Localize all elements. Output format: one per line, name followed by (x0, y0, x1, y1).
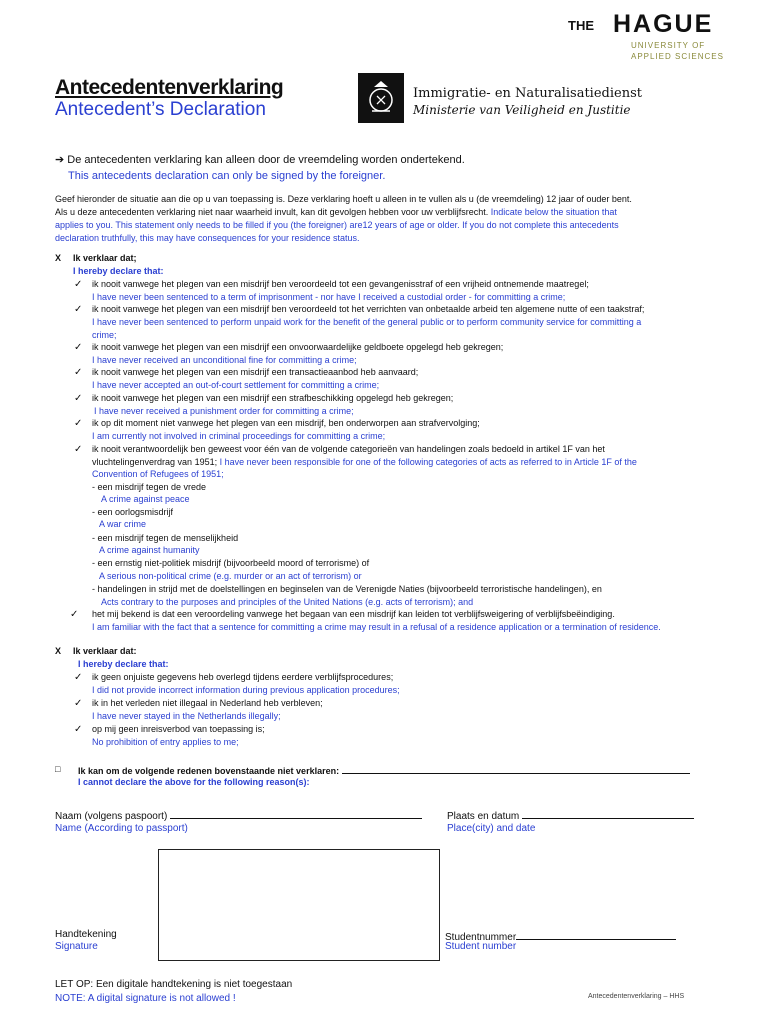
intro-line-1: Geef hieronder de situatie aan die op u van toepassing is. Deze verklaring hoeft u alleen in te vullen als u (de vreemdeling) 12 jaar of ouder bent. (55, 194, 632, 204)
section3-nl: Ik kan om de volgende redenen bovenstaande niet verklaren: (78, 763, 690, 778)
check-icon: ✓ (74, 342, 83, 353)
hague-logo-sub2: APPLIED SCIENCES (631, 52, 724, 61)
check-icon: ✓ (74, 724, 83, 735)
student-label-en: Student number (445, 941, 517, 952)
section2-head-nl: Ik verklaar dat: (73, 646, 137, 656)
section2-mark[interactable]: X (55, 646, 62, 656)
check-icon: ✓ (74, 367, 83, 378)
s1-sub5-nl: - handelingen in strijd met de doelstellingen en beginselen van de Verenigde Naties (bijvoorbeeld terroristische handelingen), en (92, 584, 602, 594)
section3-checkbox[interactable]: □ (55, 764, 61, 774)
intro-line-2: Als u deze antecedenten verklaring niet naar waarheid invult, kan dit gevolgen hebben voor uw verblijfsrecht. Indicate below the situation that (55, 207, 617, 217)
arrow-right-icon: ➔ (55, 154, 65, 166)
ministry-line1: Immigratie- en Naturalisatiedienst (413, 86, 642, 101)
s2-item1-nl: ik geen onjuiste gegevens heb overlegd tijdens eerdere verblijfsprocedures; (92, 672, 394, 682)
s2-item2-en: I have never stayed in the Netherlands illegally; (92, 711, 281, 721)
s2-item1-en: I did not provide incorrect information during previous application procedures; (92, 685, 400, 695)
s1-item4-en: I have never accepted an out-of-court settlement for committing a crime; (92, 380, 380, 390)
ministry-emblem (358, 73, 404, 123)
s1-item4-nl: ik nooit vanwege het plegen van een misdrijf een transactieaanbod heb aanvaard; (92, 367, 419, 377)
intro-line-4: declaration truthfully, this may have consequences for your residence status. (55, 233, 360, 243)
ministry-name (413, 86, 642, 118)
ministry-line2: Ministerie van Veiligheid en Justitie (413, 103, 631, 117)
s1-item2-en1: I have never been sentenced to perform unpaid work for the benefit of the general public or to perform community service for committing a (92, 317, 642, 327)
s1-item2-nl: ik nooit vanwege het plegen van een misdrijf ben veroordeeld tot het verrichten van onbetaalde arbeid ten algemene nutte of een taakstraf; (92, 304, 645, 314)
s1-item1-en: I have never been sentenced to a term of imprisonment - nor have I received a custodial order - for committing a crime; (92, 292, 566, 302)
s1-sub1-nl: - een misdrijf tegen de vrede (92, 482, 207, 492)
s1-item7-nl2: vluchtelingenverdrag van 1951; I have never been responsible for one of the following categories of acts as referred to in Article 1F of the (92, 457, 637, 467)
crest-icon (358, 73, 404, 123)
s1-item8-en: I am familiar with the fact that a sentence for committing a crime may result in a refusal of a residence application or a termination of residence. (92, 622, 661, 632)
hague-logo (568, 12, 748, 64)
section3-en: I cannot declare the above for the following reason(s): (78, 777, 310, 787)
check-icon: ✓ (74, 279, 83, 290)
check-icon: ✓ (70, 609, 79, 620)
check-icon: ✓ (74, 304, 83, 315)
s1-item3-en: I have never received an unconditional fine for committing a crime; (92, 355, 357, 365)
reason-input[interactable] (342, 763, 690, 774)
section1-mark[interactable]: X (55, 253, 62, 263)
signature-label-en: Signature (55, 941, 98, 952)
place-label-en: Place(city) and date (447, 823, 536, 834)
footer-note-en: NOTE: A digital signature is not allowed ! (55, 993, 236, 1004)
s1-sub4-nl: - een ernstig niet-politiek misdrijf (bijvoorbeeld moord of terrorisme) of (92, 558, 370, 568)
s1-item7-nl1: ik nooit verantwoordelijk ben geweest voor één van de volgende categorieën van handelingen zoals bedoeld in artikel 1F van het (92, 444, 605, 454)
s1-sub4-en: A serious non-political crime (e.g. murder or an act of terrorism) or (99, 571, 362, 581)
s2-item3-en: No prohibition of entry applies to me; (92, 737, 239, 747)
arrow-note-nl: ➔ De antecedenten verklaring kan alleen door de vreemdeling worden ondertekend. (55, 154, 465, 166)
section2-head-en: I hereby declare that: (78, 659, 169, 669)
hague-logo-sub1: UNIVERSITY OF (631, 41, 706, 50)
s1-sub3-en: A crime against humanity (99, 545, 200, 555)
s1-item5-nl: ik nooit vanwege het plegen van een misdrijf een strafbeschikking opgelegd heb gekregen; (92, 393, 454, 403)
hague-logo-the: THE (568, 18, 594, 33)
footer-right: Antecedentenverklaring – HHS (588, 993, 685, 1000)
student-number-input[interactable] (516, 929, 676, 940)
arrow-note-en: This antecedents declaration can only be signed by the foreigner. (68, 170, 386, 182)
s1-item7-en3: Convention of Refugees of 1951; (92, 469, 224, 479)
page-subtitle: Antecedent’s Declaration (55, 99, 266, 120)
s1-sub2-nl: - een oorlogsmisdrijf (92, 507, 174, 517)
section1-head-en: I hereby declare that: (73, 266, 164, 276)
s1-item6-en: I am currently not involved in criminal proceedings for committing a crime; (92, 431, 386, 441)
footer-note-nl: LET OP: Een digitale handtekening is niet toegestaan (55, 979, 293, 990)
place-label-nl: Plaats en datum (447, 808, 694, 822)
check-icon: ✓ (74, 393, 83, 404)
s1-sub1-en: A crime against peace (101, 494, 190, 504)
student-label-nl: Studentnummer (445, 929, 676, 943)
hague-logo-word: HAGUE (613, 10, 714, 38)
s1-item8-nl: het mij bekend is dat een veroordeling vanwege het begaan van een misdrijf kan leiden tot verblijfsweigering of verblijfsbeëindiging. (92, 609, 615, 619)
s1-item1-nl: ik nooit vanwege het plegen van een misdrijf ben veroordeeld tot een gevangenisstraf of een vrijheid ontnemende maatregel; (92, 279, 589, 289)
s1-item3-nl: ik nooit vanwege het plegen van een misdrijf een onvoorwaardelijke geldboete opgelegd heb gekregen; (92, 342, 504, 352)
s1-sub3-nl: - een misdrijf tegen de menselijkheid (92, 533, 239, 543)
check-icon: ✓ (74, 418, 83, 429)
s1-item6-nl: ik op dit moment niet vanwege het plegen van een misdrijf, ben onderworpen aan strafvervolging; (92, 418, 480, 428)
check-icon: ✓ (74, 698, 83, 709)
s2-item2-nl: ik in het verleden niet illegaal in Nederland heb verbleven; (92, 698, 323, 708)
check-icon: ✓ (74, 672, 83, 683)
name-input[interactable] (170, 808, 422, 819)
page-title: Antecedentenverklaring (55, 76, 284, 99)
s1-sub5-en: Acts contrary to the purposes and principles of the United Nations (e.g. acts of terrorism); and (101, 597, 474, 607)
s1-item2-en2: crime; (92, 330, 117, 340)
s2-item3-nl: op mij geen inreisverbod van toepassing is; (92, 724, 265, 734)
s1-sub2-en: A war crime (99, 519, 147, 529)
intro-line-3: applies to you. This statement only needs to be filled if you (the foreigner) are12 years of age or older. If you do not complete this antecedents (55, 220, 619, 230)
name-label-nl: Naam (volgens paspoort) (55, 808, 422, 822)
section1-head-nl: Ik verklaar dat; (73, 253, 137, 263)
s1-item5-en: I have never received a punishment order for committing a crime; (94, 406, 354, 416)
name-label-en: Name (According to passport) (55, 823, 188, 834)
place-date-input[interactable] (522, 808, 694, 819)
signature-box[interactable] (158, 849, 440, 961)
signature-label-nl: Handtekening (55, 929, 117, 940)
check-icon: ✓ (74, 444, 83, 455)
